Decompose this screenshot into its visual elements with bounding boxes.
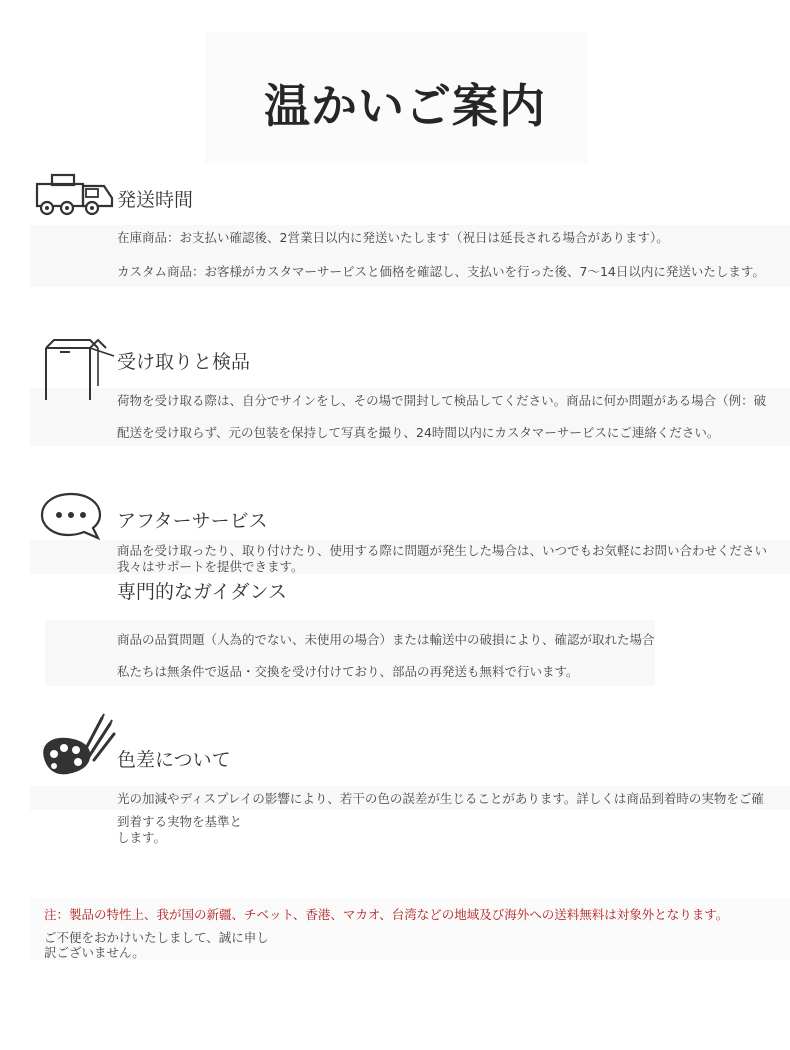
apology-line-2: 訳ございません。 (44, 945, 145, 960)
shipping-line-2: カスタム商品：お客様がカスタマーサービスと価格を確認し、支払いを行った後、7〜14日以内に発送いたします。 (117, 264, 765, 279)
receiving-heading: 受け取りと検品 (117, 351, 251, 373)
after-service-heading: アフターサービス (117, 510, 268, 532)
guidance-line-1: 商品の品質問題（人為的でない、未使用の場合）または輸送中の破損により、確認が取れた場合 (117, 632, 655, 647)
chat-bubble-icon (38, 490, 104, 542)
palette-icon (38, 712, 118, 784)
shipping-exclusion-note: 注：製品の特性上、我が国の新疆、チベット、香港、マカオ、台湾などの地域及び海外への送料無料は対象外となります。 (44, 907, 729, 922)
guidance-line-2: 私たちは無条件で返品・交換を受け付けており、部品の再発送も無料で行います。 (117, 664, 579, 679)
shipping-heading: 発送時間 (117, 189, 194, 211)
truck-icon (34, 172, 116, 218)
receiving-line-2: 配送を受け取らず、元の包装を保持して写真を撮り、24時間以内にカスタマーサービスにご連絡ください。 (117, 425, 720, 440)
color-heading: 色差について (117, 749, 231, 771)
after-service-line-1: 商品を受け取ったり、取り付けたり、使用する際に問題が発生した場合は、いつでもお気軽にお問い合わせください (117, 543, 768, 558)
apology-line-1: ご不便をおかけいたしまして、誠に申し (44, 930, 269, 945)
receiving-line-1: 荷物を受け取る際は、自分でサインをし、その場で開封して検品してください。商品に何か問題がある場合（例：破 (117, 393, 767, 408)
shipping-line-1: 在庫商品：お支払い確認後、2営業日以内に発送いたします（祝日は延長される場合があります）。 (117, 230, 669, 245)
color-line-2: 到着する実物を基準と (117, 814, 243, 829)
color-line-1: 光の加減やディスプレイの影響により、若干の色の誤差が生じることがあります。詳しくは商品到着時の実物をご確 (117, 791, 764, 806)
guidance-heading: 専門的なガイダンス (117, 581, 288, 603)
box-icon (40, 336, 116, 406)
apology-note (44, 930, 274, 960)
after-service-line-2: 我々はサポートを提供できます。 (117, 559, 304, 574)
color-line-3: します。 (117, 830, 167, 845)
page-title: 温かいご案内 (264, 79, 546, 133)
